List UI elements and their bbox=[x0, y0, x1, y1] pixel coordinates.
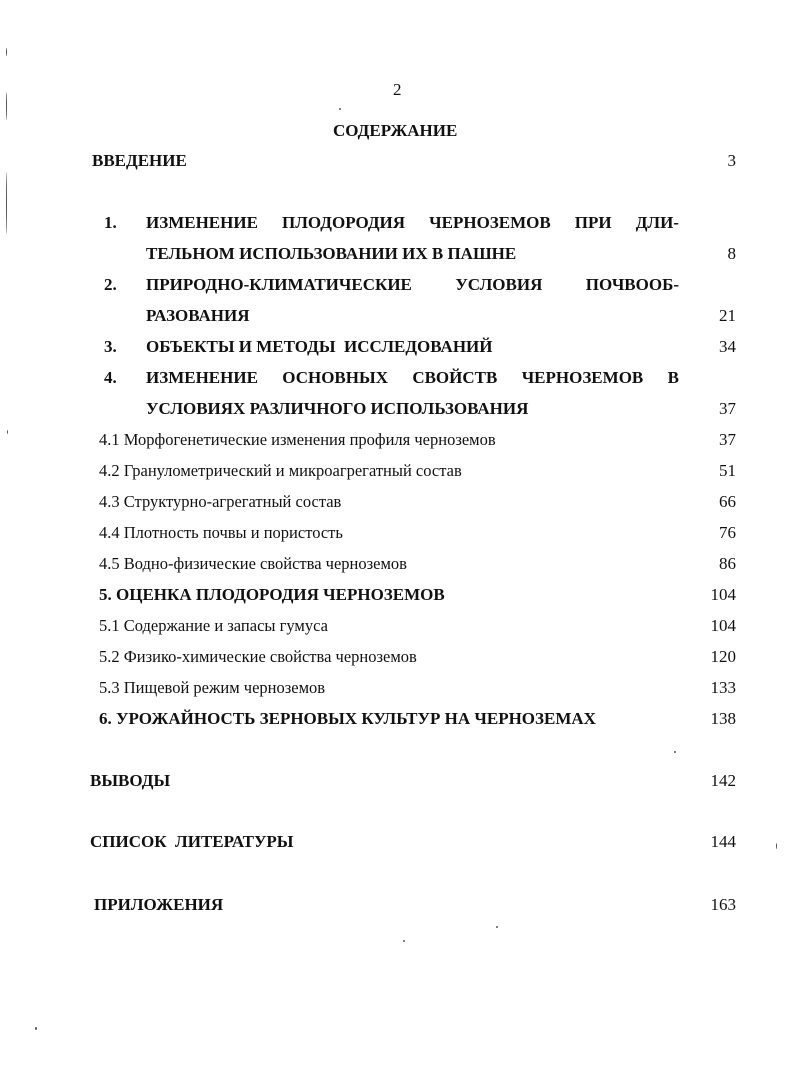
section-4-1[interactable]: 4.1 Морфогенетические изменения профиля черноземов bbox=[99, 430, 496, 449]
word: СВОЙСТВ bbox=[412, 368, 498, 387]
chapter-number: 3. bbox=[104, 337, 117, 356]
section-4-4-page: 76 bbox=[719, 523, 736, 542]
scan-speck bbox=[6, 172, 7, 234]
word: ЧЕРНОЗЕМОВ bbox=[521, 368, 644, 387]
word: УСЛОВИЯ bbox=[455, 275, 543, 294]
toc-conclusions-label[interactable]: ВЫВОДЫ bbox=[90, 771, 171, 790]
section-5-3-page: 133 bbox=[710, 678, 736, 697]
toc-appendix-label[interactable]: ПРИЛОЖЕНИЯ bbox=[94, 895, 224, 914]
toc-intro-label[interactable]: ВВЕДЕНИЕ bbox=[92, 151, 187, 170]
scan-speck bbox=[674, 751, 676, 753]
section-4-5-page: 86 bbox=[719, 554, 736, 573]
scan-speck bbox=[35, 1027, 37, 1030]
chapter-number: 4. bbox=[104, 368, 117, 387]
section-5-1[interactable]: 5.1 Содержание и запасы гумуса bbox=[99, 616, 328, 635]
chapter-1-title-line1[interactable] bbox=[146, 213, 679, 233]
scan-speck bbox=[496, 926, 498, 928]
section-4-2-page: 51 bbox=[719, 461, 736, 480]
chapter-2-title-line1[interactable] bbox=[146, 275, 679, 295]
chapter-1-title-line2[interactable]: ТЕЛЬНОМ ИСПОЛЬЗОВАНИИ ИХ В ПАШНЕ bbox=[146, 244, 517, 263]
scan-speck bbox=[6, 92, 7, 120]
toc-intro-page: 3 bbox=[727, 151, 736, 170]
word: ОСНОВНЫХ bbox=[282, 368, 388, 387]
scan-speck bbox=[7, 430, 8, 434]
page-title: СОДЕРЖАНИЕ bbox=[333, 121, 458, 140]
chapter-4-page: 37 bbox=[719, 399, 736, 418]
chapter-4-title-line2[interactable]: УСЛОВИЯХ РАЗЛИЧНОГО ИСПОЛЬЗОВАНИЯ bbox=[146, 399, 529, 418]
toc-appendix-page: 163 bbox=[710, 895, 736, 914]
word: ИЗМЕНЕНИЕ bbox=[146, 213, 258, 232]
section-5-2[interactable]: 5.2 Физико-химические свойства черноземов bbox=[99, 647, 417, 666]
section-4-2[interactable]: 4.2 Гранулометрический и микроагрегатный состав bbox=[99, 461, 462, 480]
scan-speck bbox=[339, 108, 341, 110]
section-4-3[interactable]: 4.3 Структурно-агрегатный состав bbox=[99, 492, 342, 511]
word: ЧЕРНОЗЕМОВ bbox=[429, 213, 551, 232]
word: В bbox=[667, 368, 679, 387]
section-5-2-page: 120 bbox=[710, 647, 736, 666]
chapter-3-title[interactable]: ОБЪЕКТЫ И МЕТОДЫ ИССЛЕДОВАНИЙ bbox=[146, 337, 493, 356]
toc-conclusions-page: 142 bbox=[710, 771, 736, 790]
chapter-6-page: 138 bbox=[710, 709, 736, 728]
scan-speck bbox=[776, 843, 777, 849]
word: ПРИРОДНО-КЛИМАТИЧЕСКИЕ bbox=[146, 275, 412, 294]
chapter-2-page: 21 bbox=[719, 306, 736, 325]
scan-speck bbox=[6, 48, 7, 56]
word: ПЛОДОРОДИЯ bbox=[282, 213, 406, 232]
section-4-1-page: 37 bbox=[719, 430, 736, 449]
word: ИЗМЕНЕНИЕ bbox=[146, 368, 258, 387]
chapter-5-title[interactable]: 5. ОЦЕНКА ПЛОДОРОДИЯ ЧЕРНОЗЕМОВ bbox=[99, 585, 445, 604]
chapter-2-title-line2[interactable]: РАЗОВАНИЯ bbox=[146, 306, 250, 325]
toc-references-page: 144 bbox=[710, 832, 736, 851]
section-5-1-page: 104 bbox=[710, 616, 736, 635]
word: ДЛИ- bbox=[635, 213, 679, 232]
toc-references-label[interactable]: СПИСОК ЛИТЕРАТУРЫ bbox=[90, 832, 294, 851]
chapter-number: 2. bbox=[104, 275, 117, 294]
section-4-3-page: 66 bbox=[719, 492, 736, 511]
word: ПОЧВООБ- bbox=[585, 275, 679, 294]
chapter-1-page: 8 bbox=[727, 244, 736, 263]
page-number: 2 bbox=[393, 80, 402, 99]
chapter-6-title[interactable]: 6. УРОЖАЙНОСТЬ ЗЕРНОВЫХ КУЛЬТУР НА ЧЕРНОЗЕМАХ bbox=[99, 709, 596, 728]
word: ПРИ bbox=[574, 213, 612, 232]
chapter-3-page: 34 bbox=[719, 337, 736, 356]
section-4-5[interactable]: 4.5 Водно-физические свойства черноземов bbox=[99, 554, 407, 573]
scan-speck bbox=[403, 940, 405, 942]
section-5-3[interactable]: 5.3 Пищевой режим черноземов bbox=[99, 678, 326, 697]
chapter-4-title-line1[interactable] bbox=[146, 368, 679, 388]
section-4-4[interactable]: 4.4 Плотность почвы и пористость bbox=[99, 523, 343, 542]
chapter-number: 1. bbox=[104, 213, 117, 232]
chapter-5-page: 104 bbox=[710, 585, 736, 604]
